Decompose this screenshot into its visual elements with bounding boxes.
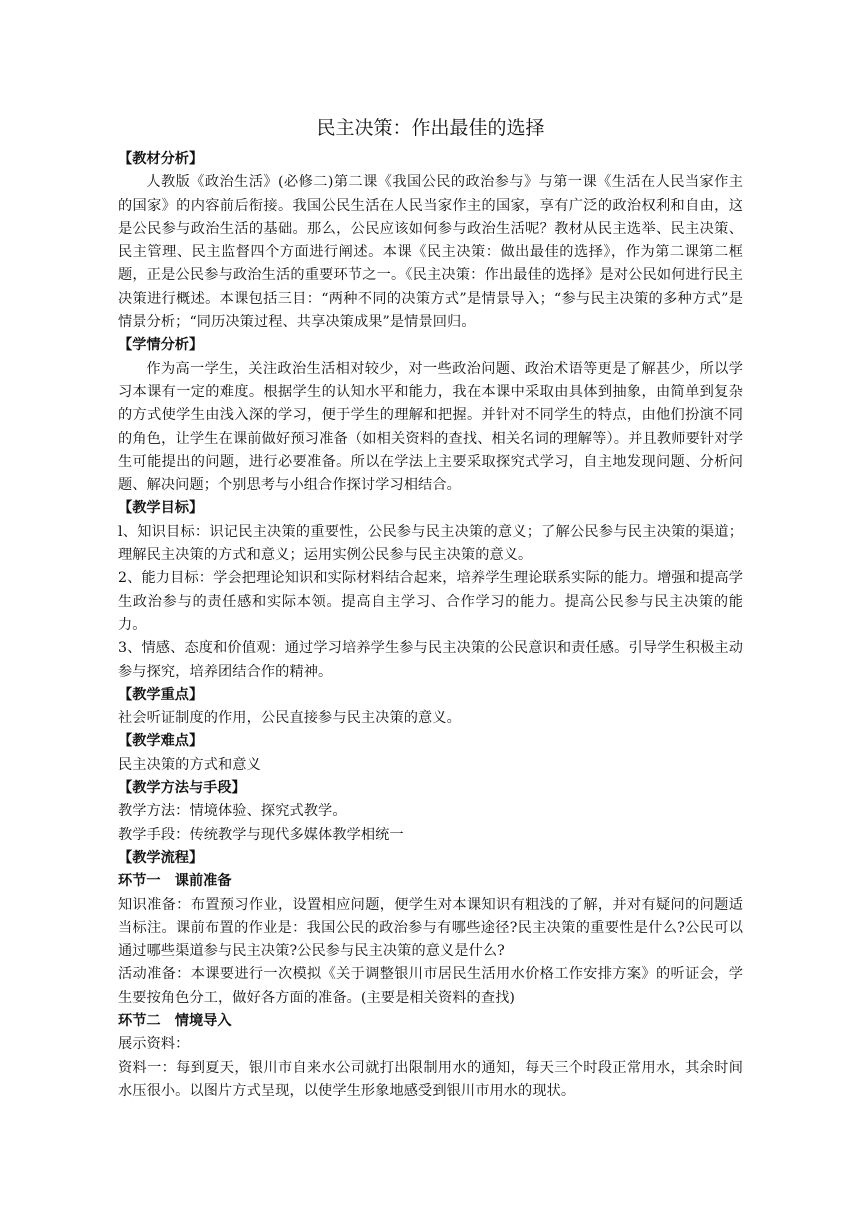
method-heading: 【教学方法与手段】	[118, 780, 246, 797]
student-heading: 【学情分析】	[118, 337, 204, 354]
step1-knowledge: 知识准备：布置预习作业，设置相应问题，便学生对本课知识有粗浅的了解，并对有疑问的问题适当标注。课前布置的作业是：我国公民的政治参与有哪些途径?民主决策的重要性是什么?公民可以通过哪些渠道参与民主决策?公民参与民主决策的意义是什么?	[118, 896, 743, 960]
student-paragraph: 作为高一学生，关注政治生活相对较少，对一些政治问题、政治术语等更是了解甚少，所以学习本课有一定的难度。根据学生的认知水平和能力，我在本课中采取由具体到抽象，由简单到复杂的方式使学生由浅入深的学习，便于学生的理解和把握。并针对不同学生的特点，由他们扮演不同的角色，让学生在课前做好预习准备（如相关资料的查找、相关名词的理解等）。并且教师要针对学生可能提出的问题，进行必要准备。所以在学法上主要采取探究式学习，自主地发现问题、分析问题、解决问题；个别思考与小组合作探讨学习相结合。	[118, 360, 743, 494]
step1-title: 环节一 课前准备	[118, 873, 232, 890]
document-content	[118, 114, 743, 1103]
goals-heading: 【教学目标】	[118, 500, 204, 517]
document-title: 民主决策：作出最佳的选择	[316, 117, 545, 139]
goal-emotion: 3、情感、态度和价值观：通过学习培养学生参与民主决策的公民意识和责任感。引导学生积极主动参与探究，培养团结合作的精神。	[118, 640, 743, 680]
key-heading: 【教学重点】	[118, 686, 204, 703]
key-paragraph: 社会听证制度的作用，公民直接参与民主决策的意义。	[118, 710, 461, 727]
analysis-paragraph: 人教版《政治生活》(必修二)第二课《我国公民的政治参与》与第一课《生活在人民当家作主的国家》的内容前后衔接。我国公民生活在人民当家作主的国家，享有广泛的政治权利和自由，这是公民参与政治生活的基础。那么，公民应该如何参与政治生活呢？教材从民主选举、民主决策、民主管理、民主监督四个方面进行阐述。本课《民主决策：做出最佳的选择》，作为第二课第二框题，正是公民参与政治生活的重要环节之一。《民主决策：作出最佳的选择》是对公民如何进行民主决策进行概述。本课包括三目：“两种不同的决策方式”是情景导入；“参与民主决策的多种方式”是情景分析；“同历决策过程、共享决策成果”是情景回归。	[118, 174, 743, 331]
process-heading: 【教学流程】	[118, 849, 204, 866]
method-paragraph: 教学方法：情境体验、探究式教学。	[118, 803, 347, 820]
difficult-paragraph: 民主决策的方式和意义	[118, 756, 261, 773]
step2-show: 展示资料：	[118, 1036, 190, 1053]
analysis-heading: 【教材分析】	[118, 151, 204, 167]
goal-knowledge: l、知识目标：识记民主决策的重要性，公民参与民主决策的意义；了解公民参与民主决策的渠道；理解民主决策的方式和意义；运用实例公民参与民主决策的意义。	[118, 523, 743, 564]
step1-activity: 活动准备：本课要进行一次模拟《关于调整银川市居民生活用水价格工作安排方案》的听证会，学生要按角色分工，做好各方面的准备。(主要是相关资料的查找)	[118, 966, 743, 1006]
step2-title: 环节二 情境导入	[118, 1012, 232, 1029]
means-paragraph: 教学手段：传统教学与现代多媒体教学相统一	[118, 826, 404, 843]
step2-material1: 资料一：每到夏天，银川市自来水公司就打出限制用水的通知，每天三个时段正常用水，其余时间水压很小。以图片方式呈现，以使学生形象地感受到银川市用水的现状。	[118, 1059, 743, 1099]
difficult-heading: 【教学难点】	[118, 733, 204, 750]
goal-ability: 2、能力目标：学会把理论知识和实际材料结合起来，培养学生理论联系实际的能力。增强和提高学生政治参与的责任感和实际本领。提高自主学习、合作学习的能力。提高公民参与民主决策的能力。	[118, 570, 743, 633]
